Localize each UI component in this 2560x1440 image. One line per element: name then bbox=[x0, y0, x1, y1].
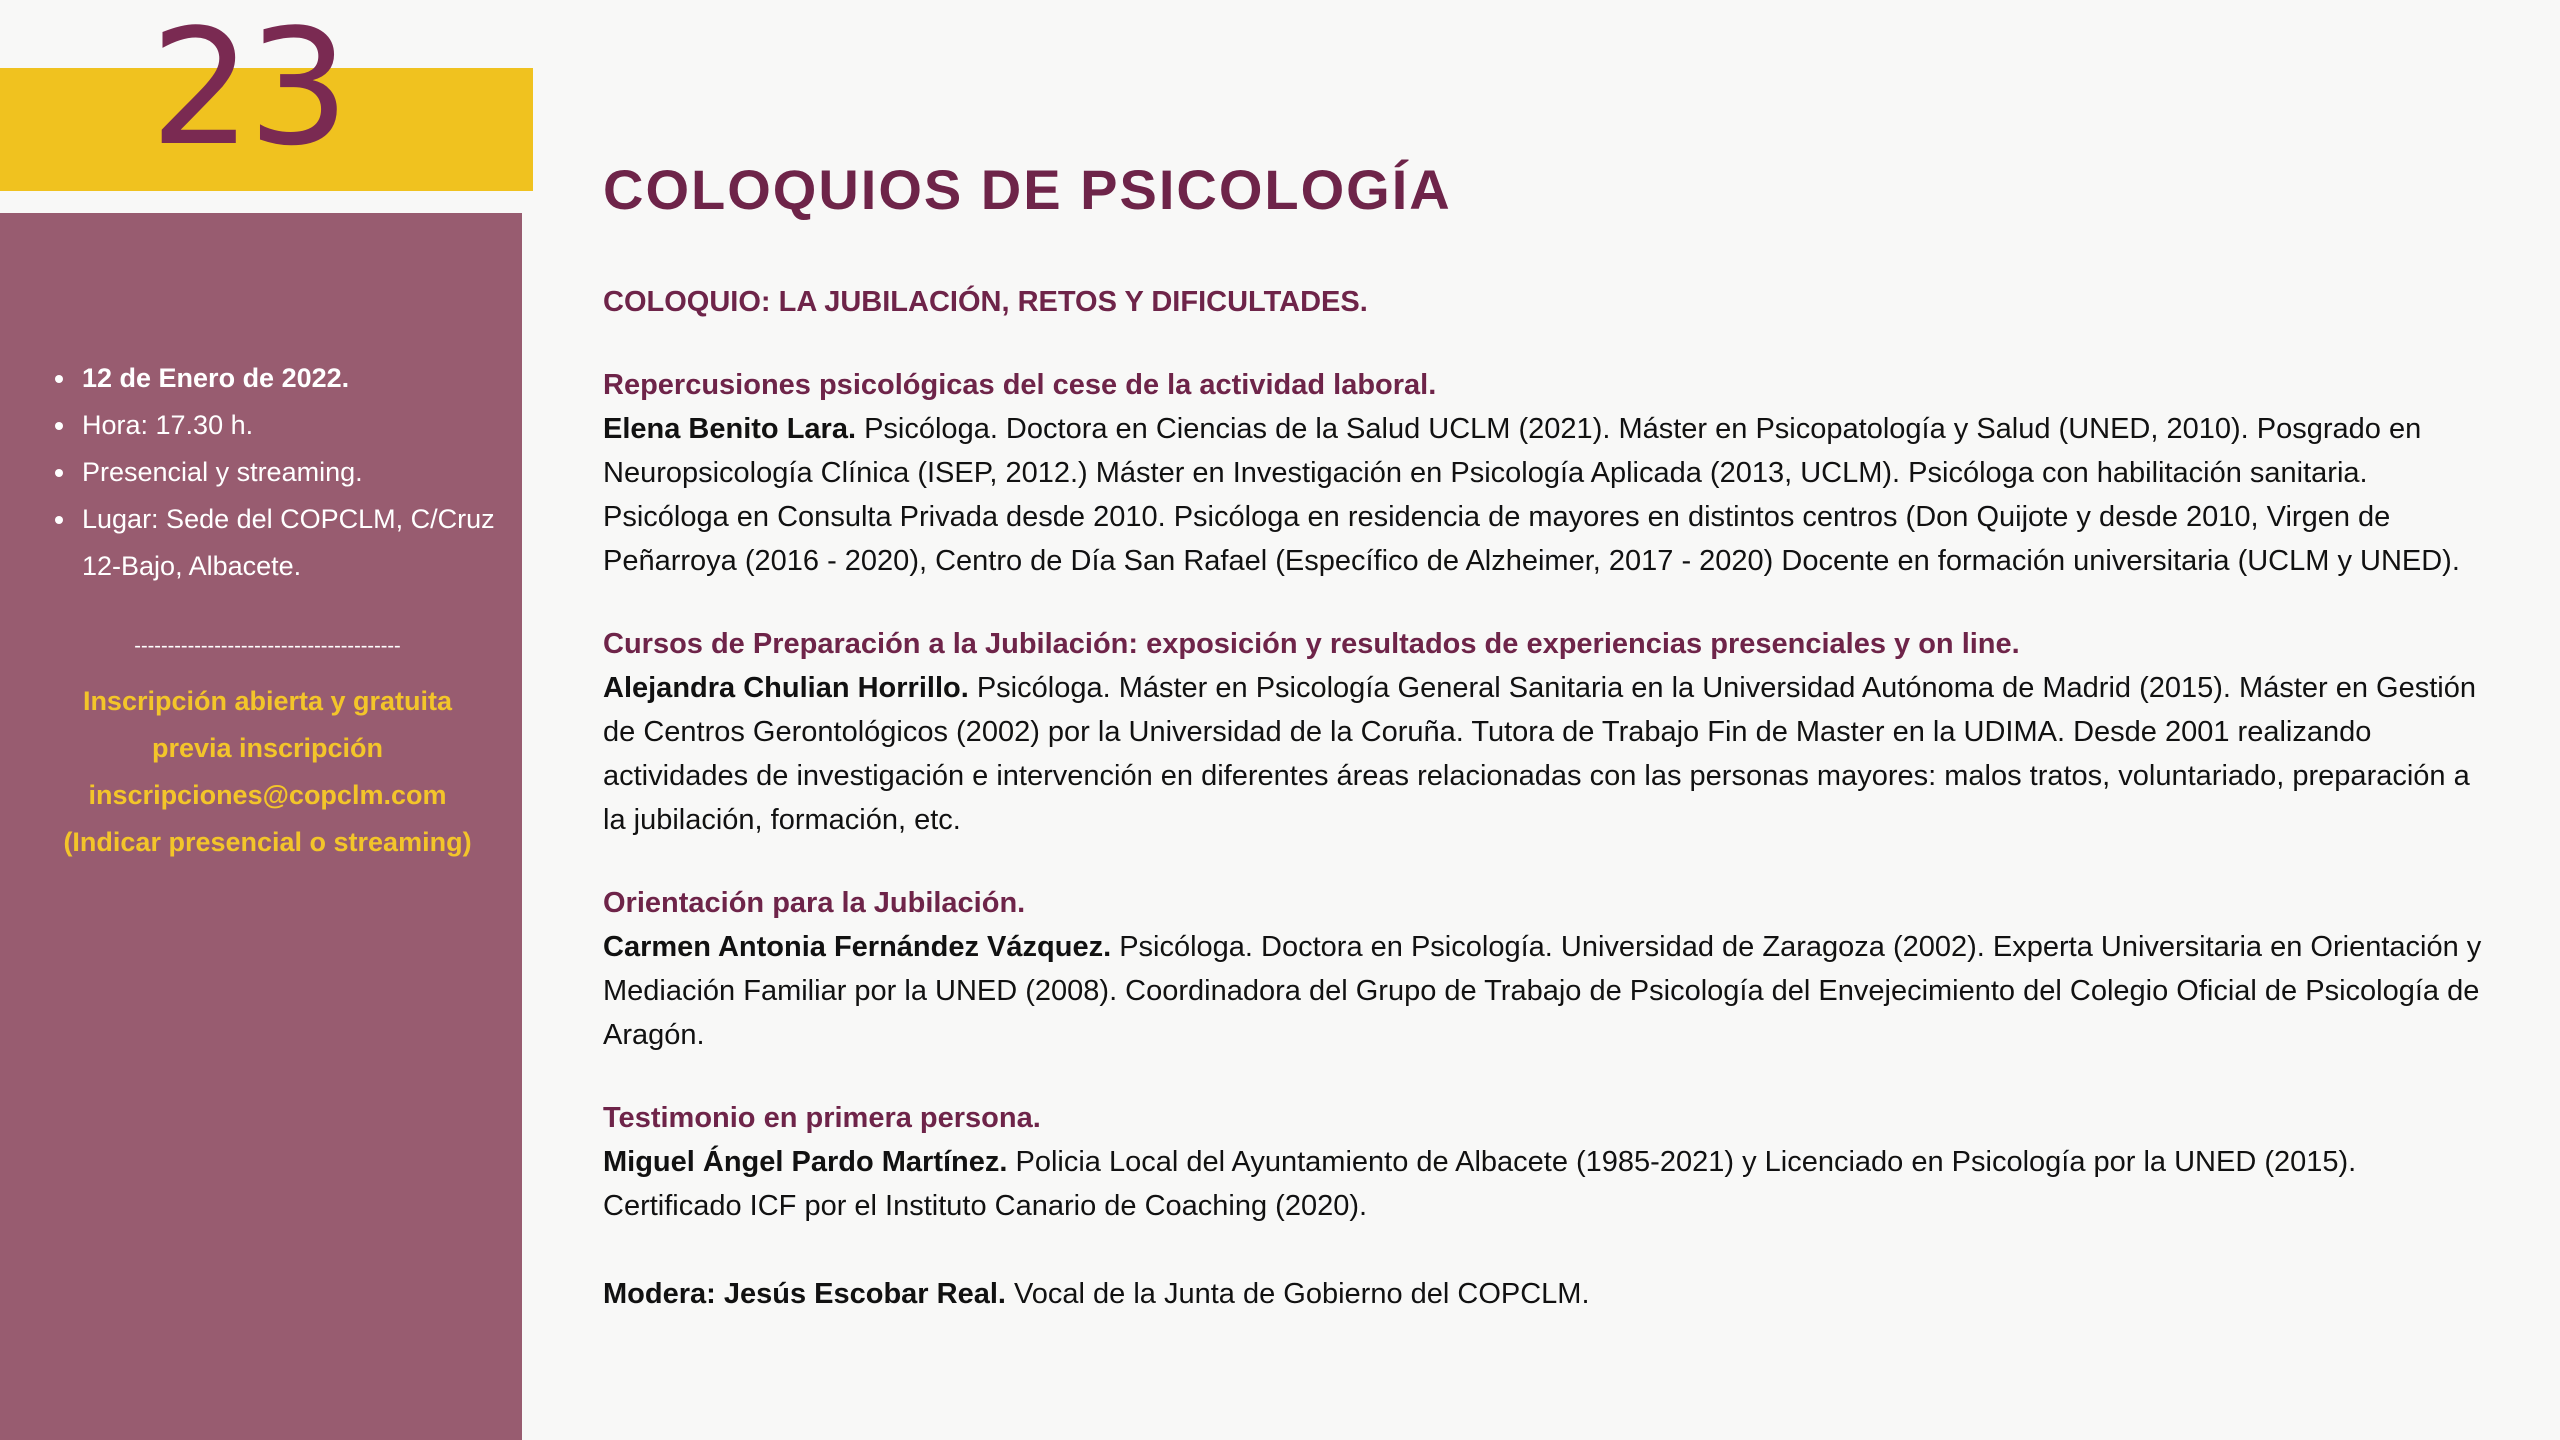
talk-section bbox=[603, 622, 2483, 842]
talk-section bbox=[603, 363, 2483, 583]
speaker-description: Policia Local del Ayuntamiento de Albacete (1985-2021) y Licenciado en Psicología por la UNED (2015). Certificado ICF por el Instituto Canario de Coaching (2020). bbox=[603, 1146, 2357, 1222]
talk-title: Cursos de Preparación a la Jubilación: exposición y resultados de experiencias presenciales y on line. bbox=[603, 628, 2020, 660]
talk-section bbox=[603, 881, 2483, 1057]
moderator-name: Modera: Jesús Escobar Real. bbox=[603, 1278, 1006, 1310]
main-content bbox=[603, 155, 2483, 1316]
speaker-description: Psicóloga. Máster en Psicología General Sanitaria en la Universidad Autónoma de Madrid (2015). Máster en Gestión de Centros Gerontológicos (2002) por la Universidad de la Coruña. Tutora de Trabajo Fin de Master en la UDIMA. Desde 2001 realizando actividades de investigación e intervención en diferentes áreas relacionadas con las personas mayores: malos tratos, voluntariado, preparación a la jubilación, formación, etc. bbox=[603, 672, 2476, 836]
page-title: COLOQUIOS DE PSICOLOGÍA bbox=[603, 158, 1452, 221]
speaker-name: Carmen Antonia Fernández Vázquez. bbox=[603, 931, 1112, 963]
speaker-description: Psicóloga. Doctora en Ciencias de la Salud UCLM (2021). Máster en Psicopatología y Salud (UNED, 2010). Posgrado en Neuropsicología Clínica (ISEP, 2012.) Máster en Investigación en Psicología Aplicada (2013, UCLM). Psicóloga con habilitación sanitaria. Psicóloga en Consulta Privada desde 2010. Psicóloga en residencia de mayores en distintos centros (Don Quijote y desde 2010, Virgen de Peñarroya (2016 - 2020), Centro de Día San Rafael (Específico de Alzheimer, 2017 - 2020) Docente en formación universitaria (UCLM y UNED). bbox=[603, 413, 2460, 577]
speaker-bio bbox=[603, 407, 2483, 583]
registration-line: (Indicar presencial o streaming) bbox=[63, 827, 472, 857]
event-time: Hora: 17.30 h. bbox=[55, 402, 515, 449]
registration-line: previa inscripción bbox=[151, 733, 384, 763]
sidebar-divider: ---------------------------------------- bbox=[134, 635, 401, 657]
event-location: Lugar: Sede del COPCLM, C/Cruz 12-Bajo, Albacete. bbox=[55, 496, 515, 590]
speaker-name: Alejandra Chulian Horrillo. bbox=[603, 672, 969, 704]
event-info-sidebar bbox=[0, 213, 522, 1440]
speaker-bio bbox=[603, 666, 2483, 842]
event-details-list bbox=[55, 355, 515, 590]
colloquium-title: COLOQUIO: LA JUBILACIÓN, RETOS Y DIFICULTADES. bbox=[603, 286, 1368, 318]
speaker-bio bbox=[603, 925, 2483, 1057]
registration-line: Inscripción abierta y gratuita bbox=[82, 686, 453, 716]
talk-title: Repercusiones psicológicas del cese de la actividad laboral. bbox=[603, 369, 1437, 401]
event-date: 12 de Enero de 2022. bbox=[55, 355, 515, 402]
talk-title: Testimonio en primera persona. bbox=[603, 1102, 1041, 1134]
event-format: Presencial y streaming. bbox=[55, 449, 515, 496]
moderator-info bbox=[603, 1272, 2483, 1316]
speaker-name: Elena Benito Lara. bbox=[603, 413, 857, 445]
speaker-description: Psicóloga. Doctora en Psicología. Universidad de Zaragoza (2002). Experta Universitaria en Orientación y Mediación Familiar por la UNED (2008). Coordinadora del Grupo de Trabajo de Psicología del Envejecimiento del Colegio Oficial de Psicología de Aragón. bbox=[603, 931, 2482, 1051]
registration-info bbox=[0, 678, 535, 866]
speaker-name: Miguel Ángel Pardo Martínez. bbox=[603, 1146, 1008, 1178]
moderator-description: Vocal de la Junta de Gobierno del COPCLM. bbox=[1014, 1278, 1590, 1310]
registration-email: inscripciones@copclm.com bbox=[88, 780, 447, 810]
talk-title: Orientación para la Jubilación. bbox=[603, 887, 1026, 919]
day-number: 23 bbox=[150, 0, 346, 181]
speaker-bio bbox=[603, 1140, 2483, 1228]
talk-section bbox=[603, 1096, 2483, 1228]
